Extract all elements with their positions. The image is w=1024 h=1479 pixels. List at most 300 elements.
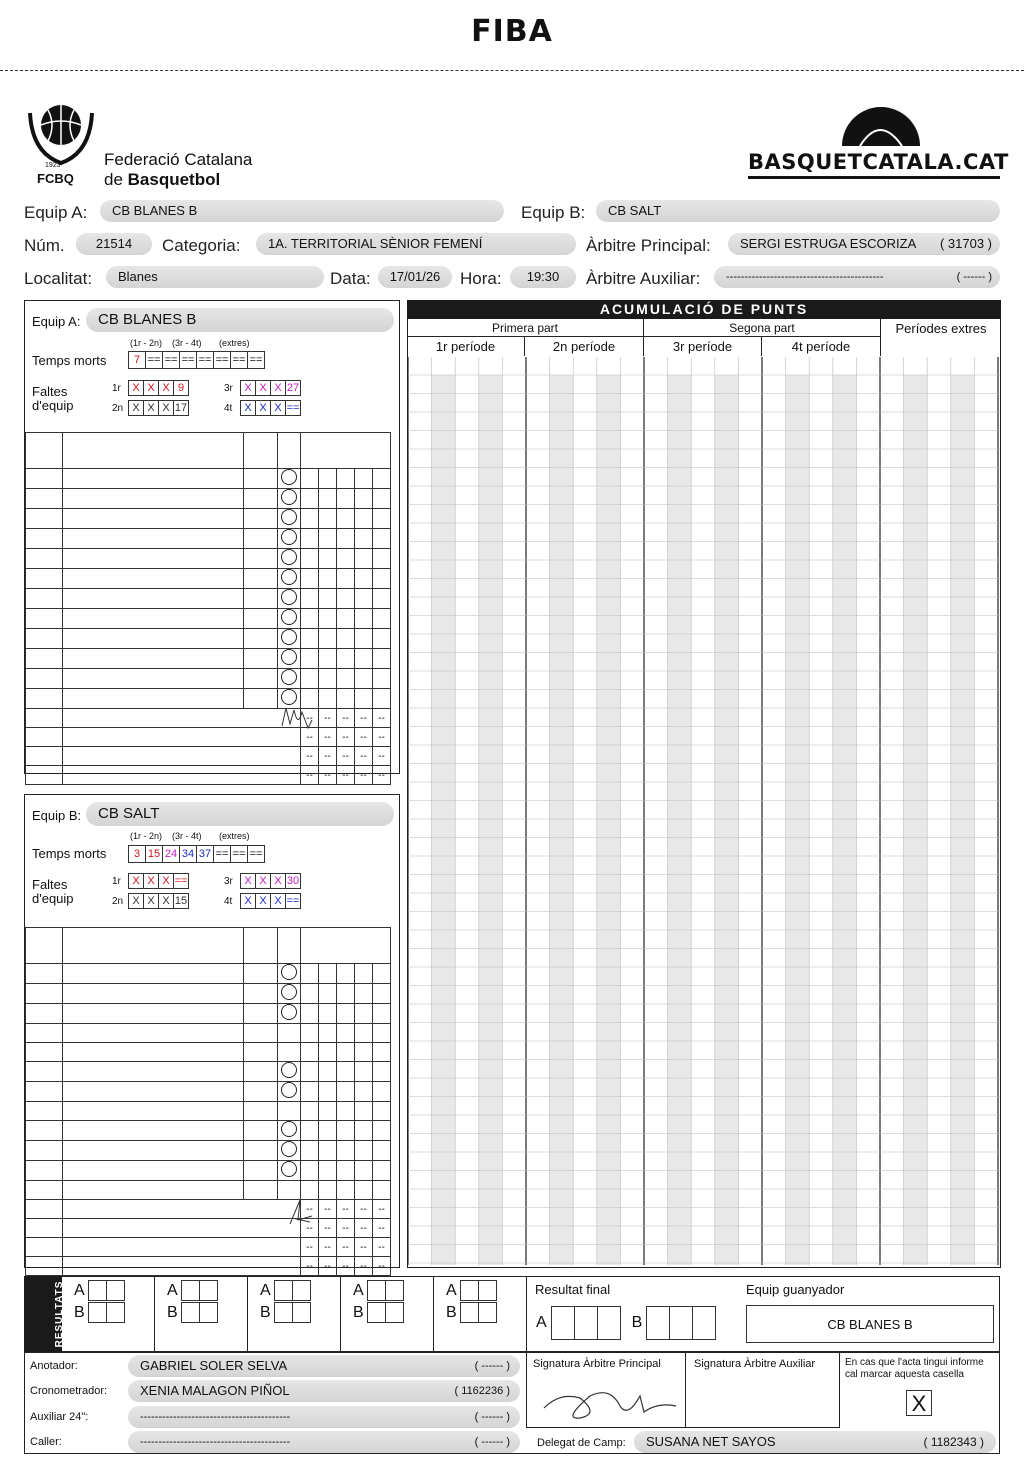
foul-cell[interactable] [301,1102,319,1121]
foul-cell[interactable] [337,1043,355,1062]
foul-cell[interactable] [373,629,391,649]
result-digit[interactable] [367,1280,386,1301]
foul-cell[interactable] [337,1004,355,1024]
final-digit[interactable] [551,1306,575,1340]
foul-cell[interactable] [337,529,355,549]
foul-cell[interactable]: -- [355,766,373,785]
result-digit[interactable] [181,1280,200,1301]
timeout-cell[interactable]: 15 [145,845,163,863]
foul-cell[interactable] [337,629,355,649]
foul-cell[interactable] [355,529,373,549]
foul-cell[interactable]: -- [373,1257,391,1276]
foul-cell[interactable] [301,669,319,689]
player-entry[interactable] [278,1062,301,1082]
team-foul-cell[interactable]: X [128,893,144,909]
foul-cell[interactable] [319,984,337,1004]
foul-cell[interactable]: -- [301,1238,319,1257]
result-digit[interactable] [106,1280,125,1301]
result-digit[interactable] [478,1280,497,1301]
foul-cell[interactable] [355,1102,373,1121]
table-row[interactable] [26,569,391,589]
foul-cell[interactable] [301,984,319,1004]
foul-cell[interactable] [319,1141,337,1161]
foul-cell[interactable] [373,1181,391,1200]
foul-cell[interactable] [337,984,355,1004]
foul-cell[interactable] [301,1141,319,1161]
foul-cell[interactable] [355,984,373,1004]
team-foul-cell[interactable]: == [286,402,300,414]
foul-cell[interactable] [301,549,319,569]
table-row[interactable] [26,689,391,709]
foul-cell[interactable] [373,609,391,629]
team-foul-cell[interactable]: X [143,893,159,909]
foul-cell[interactable] [355,589,373,609]
foul-cell[interactable] [301,1062,319,1082]
equip-b-field[interactable]: CB SALT [596,200,1000,222]
foul-cell[interactable] [373,1102,391,1121]
foul-cell[interactable] [355,609,373,629]
foul-cell[interactable] [301,649,319,669]
foul-cell[interactable]: -- [337,1238,355,1257]
foul-cell[interactable] [355,1181,373,1200]
num-field[interactable]: 21514 [76,233,152,255]
foul-cell[interactable] [319,964,337,984]
table-row[interactable] [26,1043,391,1062]
foul-cell[interactable]: -- [355,1200,373,1219]
foul-cell[interactable] [319,1004,337,1024]
foul-cell[interactable]: -- [355,709,373,728]
crono-field[interactable]: XENIA MALAGON PIÑOL ( 1162236 ) [128,1380,520,1402]
result-digit[interactable] [88,1280,107,1301]
foul-cell[interactable] [319,609,337,629]
foul-cell[interactable]: -- [319,728,337,747]
foul-cell[interactable] [301,529,319,549]
result-digit[interactable] [199,1302,218,1323]
foul-cell[interactable] [319,649,337,669]
foul-cell[interactable] [355,689,373,709]
foul-cell[interactable] [301,489,319,509]
foul-cell[interactable] [337,689,355,709]
foul-cell[interactable] [319,569,337,589]
foul-cell[interactable]: -- [301,747,319,766]
timeout-cell[interactable]: == [162,351,180,369]
data-field[interactable]: 17/01/26 [378,266,452,288]
foul-cell[interactable] [373,509,391,529]
staff-row[interactable] [26,709,391,728]
foul-cell[interactable] [373,1062,391,1082]
foul-cell[interactable] [319,1161,337,1181]
foul-cell[interactable] [337,1161,355,1181]
foul-cell[interactable]: -- [337,1200,355,1219]
foul-cell[interactable]: -- [373,1219,391,1238]
foul-cell[interactable] [337,964,355,984]
foul-cell[interactable] [355,509,373,529]
foul-cell[interactable] [301,1082,319,1102]
categoria-field[interactable]: 1A. TERRITORIAL SÈNIOR FEMENÍ [256,233,576,255]
player-entry[interactable] [278,629,301,649]
player-entry[interactable] [278,609,301,629]
foul-cell[interactable]: -- [319,1257,337,1276]
result-digit[interactable] [292,1280,311,1301]
final-digit[interactable] [597,1306,621,1340]
foul-cell[interactable] [355,964,373,984]
foul-cell[interactable]: -- [301,766,319,785]
foul-cell[interactable]: -- [337,1257,355,1276]
foul-cell[interactable] [319,469,337,489]
team-foul-cell[interactable]: X [270,400,286,416]
foul-cell[interactable] [301,1043,319,1062]
foul-cell[interactable] [355,649,373,669]
player-entry[interactable] [278,1004,301,1024]
team-foul-cell[interactable]: X [240,400,256,416]
foul-cell[interactable] [355,1082,373,1102]
team-foul-cell[interactable]: 17 [174,402,188,414]
team-foul-cell[interactable]: X [128,400,144,416]
foul-cell[interactable] [337,1181,355,1200]
foul-cell[interactable] [355,669,373,689]
foul-cell[interactable] [355,549,373,569]
table-row[interactable] [26,1102,391,1121]
foul-cell[interactable] [301,629,319,649]
final-digit[interactable] [646,1306,670,1340]
foul-cell[interactable]: -- [355,1219,373,1238]
staff-row[interactable] [26,1219,391,1238]
foul-cell[interactable] [301,469,319,489]
team-foul-cell[interactable]: == [286,895,300,907]
foul-cell[interactable]: -- [301,1257,319,1276]
result-digit[interactable] [274,1280,293,1301]
timeout-cell[interactable]: == [247,845,265,863]
player-entry[interactable] [278,589,301,609]
final-digit[interactable] [669,1306,693,1340]
table-row[interactable] [26,1004,391,1024]
foul-cell[interactable] [355,1121,373,1141]
player-entry[interactable] [278,1141,301,1161]
player-entry[interactable] [278,509,301,529]
foul-cell[interactable] [301,569,319,589]
foul-cell[interactable]: -- [319,747,337,766]
foul-cell[interactable] [373,529,391,549]
table-row[interactable] [26,984,391,1004]
foul-cell[interactable]: -- [337,747,355,766]
foul-cell[interactable] [373,669,391,689]
foul-cell[interactable] [373,569,391,589]
team-foul-cell[interactable]: X [270,893,286,909]
team-foul-cell[interactable]: 27 [286,382,300,394]
team-foul-cell[interactable]: X [255,873,271,889]
table-row[interactable] [26,1082,391,1102]
final-digit[interactable] [692,1306,716,1340]
team-foul-cell[interactable]: X [255,400,271,416]
player-entry[interactable] [278,964,301,984]
foul-cell[interactable] [337,509,355,529]
team-foul-cell[interactable]: X [143,400,159,416]
foul-cell[interactable] [319,549,337,569]
final-digit[interactable] [574,1306,598,1340]
foul-cell[interactable] [301,589,319,609]
foul-cell[interactable]: -- [337,709,355,728]
staff-row[interactable] [26,1200,391,1219]
team-foul-cell[interactable]: 30 [286,875,300,887]
foul-cell[interactable] [355,1141,373,1161]
aux24-field[interactable]: ----------------------------------------- ( ------ ) [128,1406,520,1428]
timeout-cell[interactable]: 3 [128,845,146,863]
result-digit[interactable] [385,1280,404,1301]
table-row[interactable] [26,609,391,629]
foul-cell[interactable] [319,669,337,689]
foul-cell[interactable]: -- [319,1219,337,1238]
team-foul-cell[interactable]: X [240,380,256,396]
result-digit[interactable] [460,1302,479,1323]
foul-cell[interactable]: -- [355,1238,373,1257]
team-foul-cell[interactable]: X [158,893,174,909]
table-row[interactable] [26,549,391,569]
team-foul-cell[interactable]: X [128,873,144,889]
table-row[interactable] [26,1024,391,1043]
foul-cell[interactable]: -- [319,709,337,728]
player-entry[interactable] [278,1024,301,1043]
foul-cell[interactable] [319,689,337,709]
foul-cell[interactable] [301,1004,319,1024]
player-entry[interactable] [278,984,301,1004]
foul-cell[interactable] [355,469,373,489]
result-digit[interactable] [367,1302,386,1323]
foul-cell[interactable] [373,1043,391,1062]
player-entry[interactable] [278,1102,301,1121]
timeout-cell[interactable]: == [179,351,197,369]
equip-a-field[interactable]: CB BLANES B [100,200,504,222]
foul-cell[interactable] [301,964,319,984]
foul-cell[interactable]: -- [373,709,391,728]
foul-cell[interactable] [337,1121,355,1141]
foul-cell[interactable]: -- [319,1200,337,1219]
arbitre-aux-field[interactable]: ------------------------------------------- ( ------ ) [714,266,1000,288]
foul-cell[interactable] [373,469,391,489]
foul-cell[interactable] [373,1004,391,1024]
foul-cell[interactable] [373,649,391,669]
timeout-cell[interactable]: == [247,351,265,369]
foul-cell[interactable] [355,1062,373,1082]
team-foul-cell[interactable]: X [158,400,174,416]
result-digit[interactable] [274,1302,293,1323]
arbitre-principal-field[interactable]: SERGI ESTRUGA ESCORIZA ( 31703 ) [728,233,1000,255]
team-foul-cell[interactable]: X [255,893,271,909]
foul-cell[interactable] [337,1062,355,1082]
foul-cell[interactable]: -- [319,1238,337,1257]
foul-cell[interactable]: -- [373,766,391,785]
foul-cell[interactable] [373,1082,391,1102]
foul-cell[interactable] [337,649,355,669]
foul-cell[interactable] [373,964,391,984]
team-foul-cell[interactable]: X [143,380,159,396]
timeout-cell[interactable]: == [230,351,248,369]
result-digit[interactable] [385,1302,404,1323]
timeout-cell[interactable]: 34 [179,845,197,863]
staff-row[interactable] [26,1257,391,1276]
player-entry[interactable] [278,669,301,689]
foul-cell[interactable] [301,1024,319,1043]
foul-cell[interactable]: -- [355,747,373,766]
player-entry[interactable] [278,549,301,569]
staff-row[interactable] [26,728,391,747]
foul-cell[interactable] [319,1181,337,1200]
foul-cell[interactable] [337,609,355,629]
foul-cell[interactable]: -- [373,728,391,747]
table-row[interactable] [26,529,391,549]
foul-cell[interactable]: -- [337,728,355,747]
delegat-field[interactable]: SUSANA NET SAYOS ( 1182343 ) [634,1431,996,1453]
foul-cell[interactable] [373,984,391,1004]
foul-cell[interactable] [319,629,337,649]
result-digit[interactable] [106,1302,125,1323]
foul-cell[interactable] [319,1102,337,1121]
timeout-cell[interactable]: 7 [128,351,146,369]
table-row[interactable] [26,489,391,509]
team-foul-cell[interactable]: X [270,380,286,396]
foul-cell[interactable] [337,1102,355,1121]
player-entry[interactable] [278,1161,301,1181]
result-digit[interactable] [181,1302,200,1323]
informe-checkbox[interactable]: X [906,1390,932,1416]
foul-cell[interactable] [319,589,337,609]
foul-cell[interactable] [373,589,391,609]
foul-cell[interactable] [355,1024,373,1043]
result-digit[interactable] [460,1280,479,1301]
foul-cell[interactable]: -- [373,747,391,766]
player-entry[interactable] [278,1082,301,1102]
foul-cell[interactable] [355,569,373,589]
foul-cell[interactable]: -- [319,766,337,785]
team-foul-cell[interactable]: 15 [174,895,188,907]
foul-cell[interactable] [337,1141,355,1161]
team-foul-cell[interactable]: == [174,875,188,887]
foul-cell[interactable] [355,1161,373,1181]
foul-cell[interactable] [373,1141,391,1161]
winner-field[interactable]: CB BLANES B [746,1305,994,1343]
foul-cell[interactable] [301,1161,319,1181]
foul-cell[interactable] [319,1082,337,1102]
table-row[interactable] [26,509,391,529]
foul-cell[interactable] [301,609,319,629]
foul-cell[interactable]: -- [337,1219,355,1238]
team-foul-cell[interactable]: X [143,873,159,889]
foul-cell[interactable]: -- [355,728,373,747]
foul-cell[interactable] [373,489,391,509]
result-digit[interactable] [199,1280,218,1301]
table-row[interactable] [26,669,391,689]
foul-cell[interactable] [319,509,337,529]
player-entry[interactable] [278,649,301,669]
foul-cell[interactable] [337,1082,355,1102]
table-row[interactable] [26,1121,391,1141]
table-row[interactable] [26,1161,391,1181]
foul-cell[interactable] [301,509,319,529]
timeout-cell[interactable]: == [196,351,214,369]
timeout-cell[interactable]: 37 [196,845,214,863]
team-foul-cell[interactable]: X [255,380,271,396]
timeout-cell[interactable]: == [213,845,231,863]
table-row[interactable] [26,964,391,984]
foul-cell[interactable] [373,1121,391,1141]
table-row[interactable] [26,469,391,489]
staff-row[interactable] [26,766,391,785]
team-foul-cell[interactable]: X [240,893,256,909]
timeout-cell[interactable]: == [213,351,231,369]
timeout-cell[interactable]: == [230,845,248,863]
team-foul-cell[interactable]: X [128,380,144,396]
foul-cell[interactable] [355,1004,373,1024]
foul-cell[interactable] [355,629,373,649]
result-digit[interactable] [292,1302,311,1323]
foul-cell[interactable] [319,1062,337,1082]
foul-cell[interactable]: -- [373,1200,391,1219]
team-foul-cell[interactable]: 9 [173,380,189,396]
player-entry[interactable] [278,489,301,509]
player-entry[interactable] [278,1121,301,1141]
foul-cell[interactable]: -- [301,1219,319,1238]
foul-cell[interactable] [337,489,355,509]
foul-cell[interactable]: -- [355,1257,373,1276]
foul-cell[interactable] [355,489,373,509]
result-digit[interactable] [478,1302,497,1323]
player-entry[interactable] [278,569,301,589]
timeout-cell[interactable]: 24 [162,845,180,863]
foul-cell[interactable] [337,1024,355,1043]
hora-field[interactable]: 19:30 [510,266,576,288]
foul-cell[interactable] [337,669,355,689]
player-entry[interactable] [278,469,301,489]
foul-cell[interactable]: -- [373,1238,391,1257]
foul-cell[interactable] [319,1121,337,1141]
foul-cell[interactable] [337,589,355,609]
staff-row[interactable] [26,1238,391,1257]
result-digit[interactable] [88,1302,107,1323]
foul-cell[interactable]: -- [301,1200,319,1219]
foul-cell[interactable] [319,489,337,509]
foul-cell[interactable] [319,1043,337,1062]
caller-field[interactable]: ----------------------------------------- ( ------ ) [128,1431,520,1453]
foul-cell[interactable]: -- [301,709,319,728]
team-foul-cell[interactable]: X [270,873,286,889]
player-entry[interactable] [278,529,301,549]
foul-cell[interactable]: -- [301,728,319,747]
localitat-field[interactable]: Blanes [106,266,324,288]
table-row[interactable] [26,1141,391,1161]
team-foul-cell[interactable]: X [158,873,174,889]
foul-cell[interactable] [301,1121,319,1141]
foul-cell[interactable] [319,529,337,549]
foul-cell[interactable] [373,549,391,569]
staff-row[interactable] [26,747,391,766]
foul-cell[interactable] [337,469,355,489]
foul-cell[interactable]: -- [337,766,355,785]
table-row[interactable] [26,589,391,609]
player-entry[interactable] [278,1043,301,1062]
foul-cell[interactable] [373,689,391,709]
foul-cell[interactable] [337,569,355,589]
table-row[interactable] [26,1181,391,1200]
foul-cell[interactable] [355,1043,373,1062]
foul-cell[interactable] [337,549,355,569]
timeout-cell[interactable]: == [145,351,163,369]
table-row[interactable] [26,1062,391,1082]
team-foul-cell[interactable]: X [240,873,256,889]
table-row[interactable] [26,649,391,669]
foul-cell[interactable] [319,1024,337,1043]
anotador-field[interactable]: GABRIEL SOLER SELVA ( ------ ) [128,1355,520,1377]
foul-cell[interactable] [373,1161,391,1181]
foul-cell[interactable] [373,1024,391,1043]
